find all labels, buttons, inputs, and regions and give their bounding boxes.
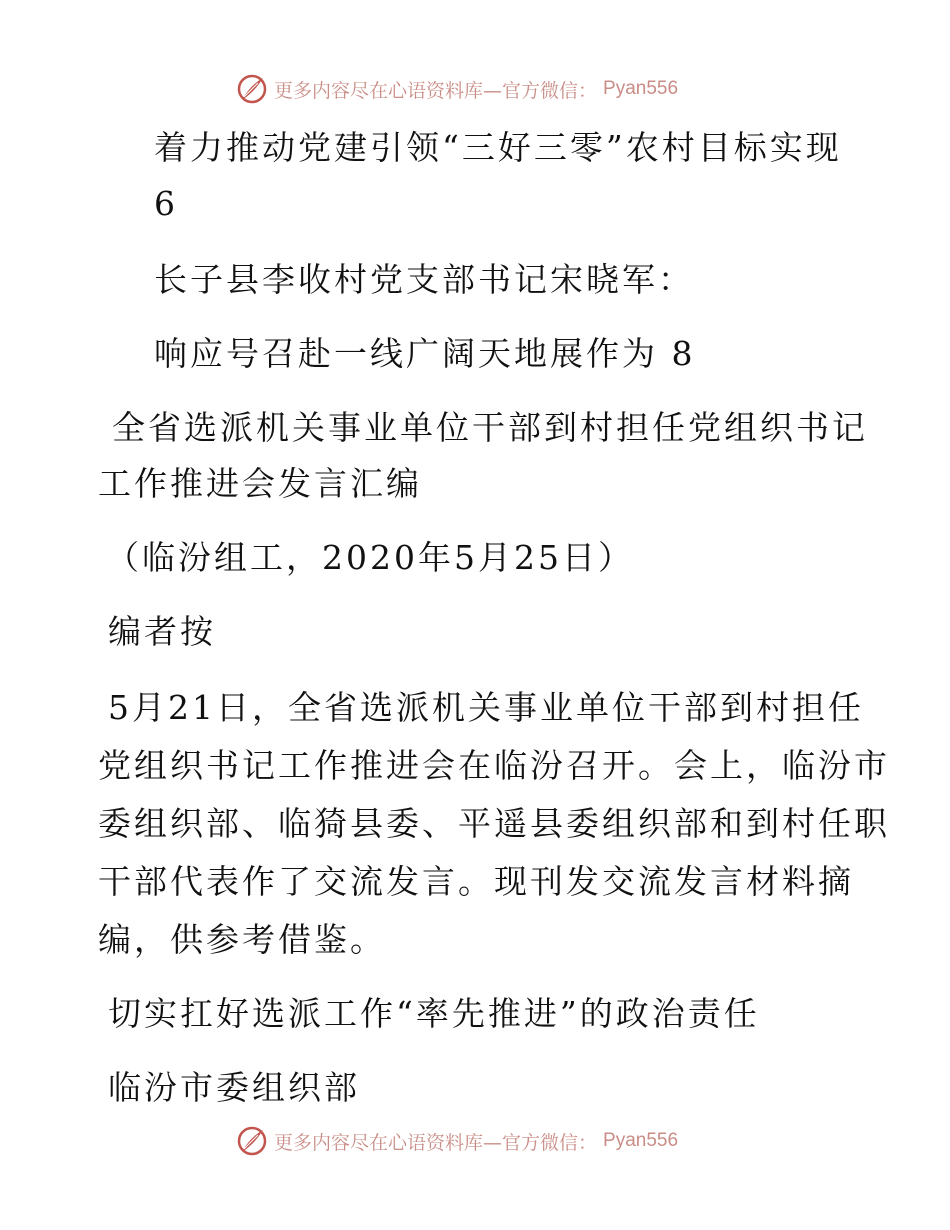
document-source: （临汾组工，2020年5月25日） [106,538,634,577]
editor-note-line: 5月21日，全省选派机关事业单位干部到村担任 [108,688,864,727]
feather-pen-seal-icon [236,73,268,105]
editor-note-heading: 编者按 [108,612,216,651]
toc-entry-author: 长子县李收村党支部书记宋晓军： [154,260,694,299]
editor-note-line: 编，供参考借鉴。 [98,920,386,959]
document-title-line-1: 全省选派机关事业单位干部到村担任党组织书记 [112,408,868,447]
footer-watermark [236,1124,678,1158]
toc-entry-title-with-page: 响应号召赴一线广阔天地展作为 8 [154,334,696,373]
feather-pen-seal-icon [236,1125,268,1157]
watermark-text: 更多内容尽在心语资料库—官方微信： [274,79,598,102]
toc-entry-page: 6 [154,184,178,223]
editor-note-line: 党组织书记工作推进会在临汾召开。会上，临汾市 [98,746,890,785]
document-title-line-2: 工作推进会发言汇编 [98,464,422,503]
section-author: 临汾市委组织部 [108,1068,360,1107]
toc-entry-title: 着力推动党建引领“三好三零”农村目标实现 [154,128,842,167]
watermark-handle: Pyan556 [603,1130,679,1151]
watermark-handle: Pyan556 [603,78,679,99]
header-watermark [236,72,678,106]
watermark-text: 更多内容尽在心语资料库—官方微信： [274,1131,598,1154]
editor-note-line: 干部代表作了交流发言。现刊发交流发言材料摘 [98,862,854,901]
section-title: 切实扛好选派工作“率先推进”的政治责任 [108,994,760,1033]
editor-note-line: 委组织部、临猗县委、平遥县委组织部和到村任职 [98,804,890,843]
